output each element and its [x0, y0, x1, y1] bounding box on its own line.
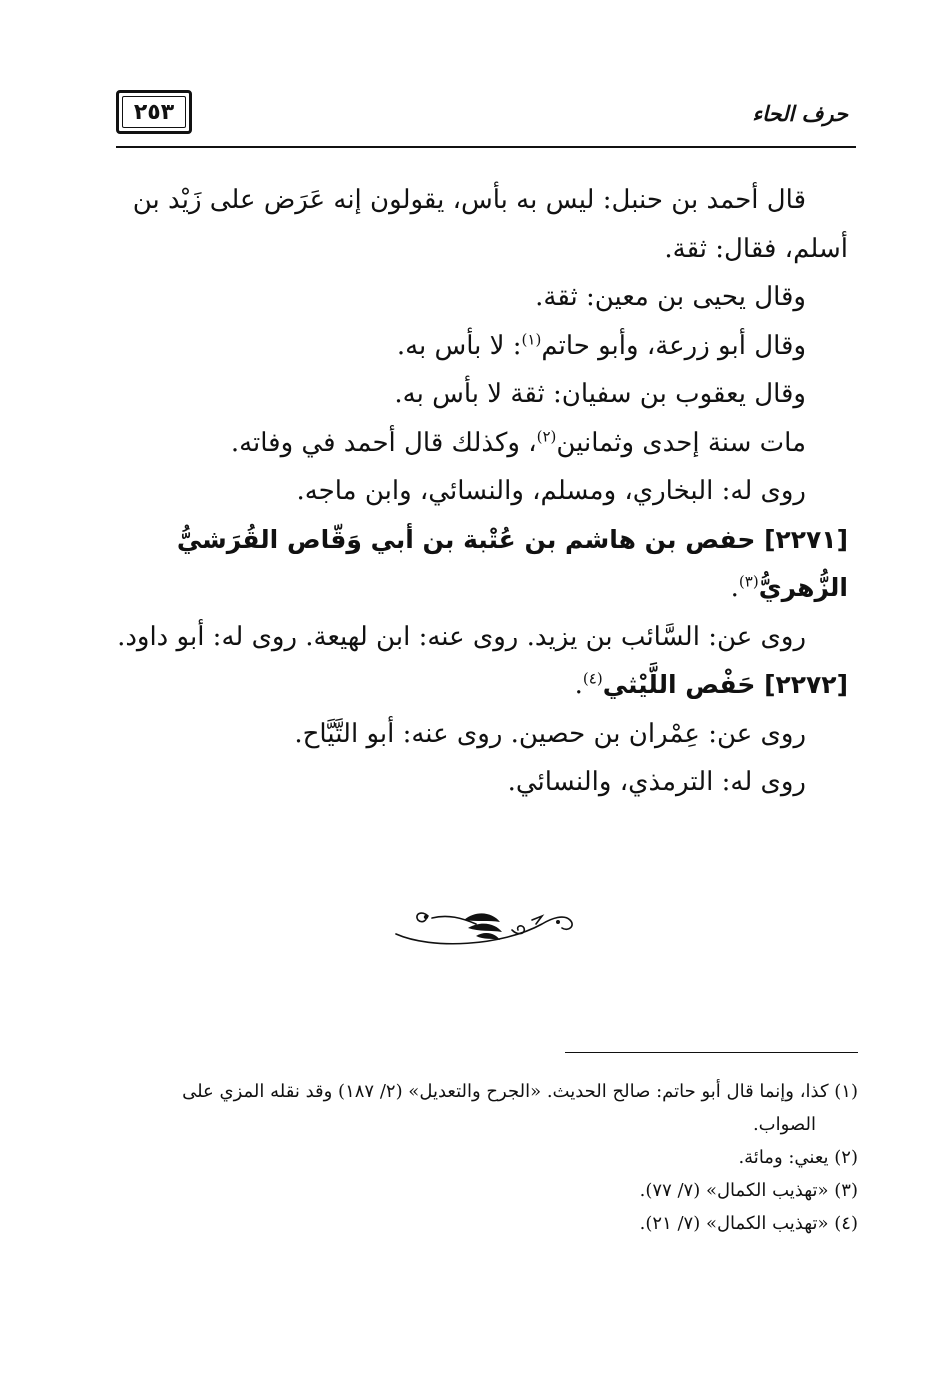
running-head: حرف الحاء — [752, 102, 848, 126]
footnotes — [112, 1075, 858, 1240]
page-number-text: ٢٥٣ — [133, 99, 175, 125]
footnote-ref-4[interactable]: (٤) — [582, 669, 603, 688]
body-line: روى عن: السَّائب بن يزيد. روى عنه: ابن لهيعة. روى له: أبو داود. — [117, 621, 806, 652]
entry-title: [٢٢٧١] حفص بن هاشم بن عُتْبة بن أبي وَقّاص القُرَشيُّ الزُّهريُّ — [176, 524, 848, 602]
floral-divider-icon — [392, 900, 584, 952]
entry-end: . — [574, 670, 583, 700]
footnote-1-cont: الصواب. — [752, 1114, 816, 1135]
body-line: وقال يحيى بن معين: ثقة. — [535, 282, 806, 312]
footnote-ref-1[interactable]: (١) — [521, 329, 542, 348]
footnote-1: (١) كذا، وإنما قال أبو حاتم: صالح الحديث. «الجرح والتعديل» (٢/ ١٨٧) وقد نقله المزي على — [182, 1081, 858, 1102]
header-rule — [116, 146, 856, 148]
body-text-span: وقال أبو زرعة، وأبو حاتم — [541, 330, 806, 361]
body-text-span: : لا بأس به. — [396, 330, 522, 361]
footnote-3: (٣) «تهذيب الكمال» (٧/ ٧٧). — [639, 1180, 858, 1201]
body-text-span: مات سنة إحدى وثمانين — [556, 427, 806, 458]
page-number — [116, 90, 192, 134]
body-line: روى له: البخاري، ومسلم، والنسائي، وابن ماجه. — [296, 476, 806, 506]
body-line: روى له: الترمذي، والنسائي. — [507, 767, 806, 797]
body-line: وقال يعقوب بن سفيان: ثقة لا بأس به. — [394, 379, 806, 409]
body-text — [112, 176, 848, 807]
entry-title: [٢٢٧٢] حَفْص اللَّيْثي — [602, 670, 848, 699]
entry-end: . — [730, 573, 739, 603]
footnote-rule — [565, 1052, 858, 1053]
body-text-span: ، وكذلك قال أحمد في وفاته. — [230, 427, 537, 458]
entry-heading-2271 — [112, 516, 848, 613]
body-line — [112, 419, 848, 468]
body-line: قال أحمد بن حنبل: ليس به بأس، يقولون إنه عَرَض على زَيْد بن — [132, 185, 806, 215]
entry-heading-2272 — [112, 661, 848, 710]
footnote-2: (٢) يعني: ومائة. — [738, 1147, 858, 1168]
footnote-ref-3[interactable]: (٣) — [738, 572, 759, 591]
body-line: روى عن: عِمْران بن حصين. روى عنه: أبو التَّيَّاح. — [294, 718, 806, 749]
footnote-ref-2[interactable]: (٢) — [536, 426, 557, 445]
footnote-4: (٤) «تهذيب الكمال» (٧/ ٢١). — [639, 1213, 858, 1234]
body-line — [112, 322, 848, 371]
body-line: أسلم، فقال: ثقة. — [664, 233, 848, 264]
